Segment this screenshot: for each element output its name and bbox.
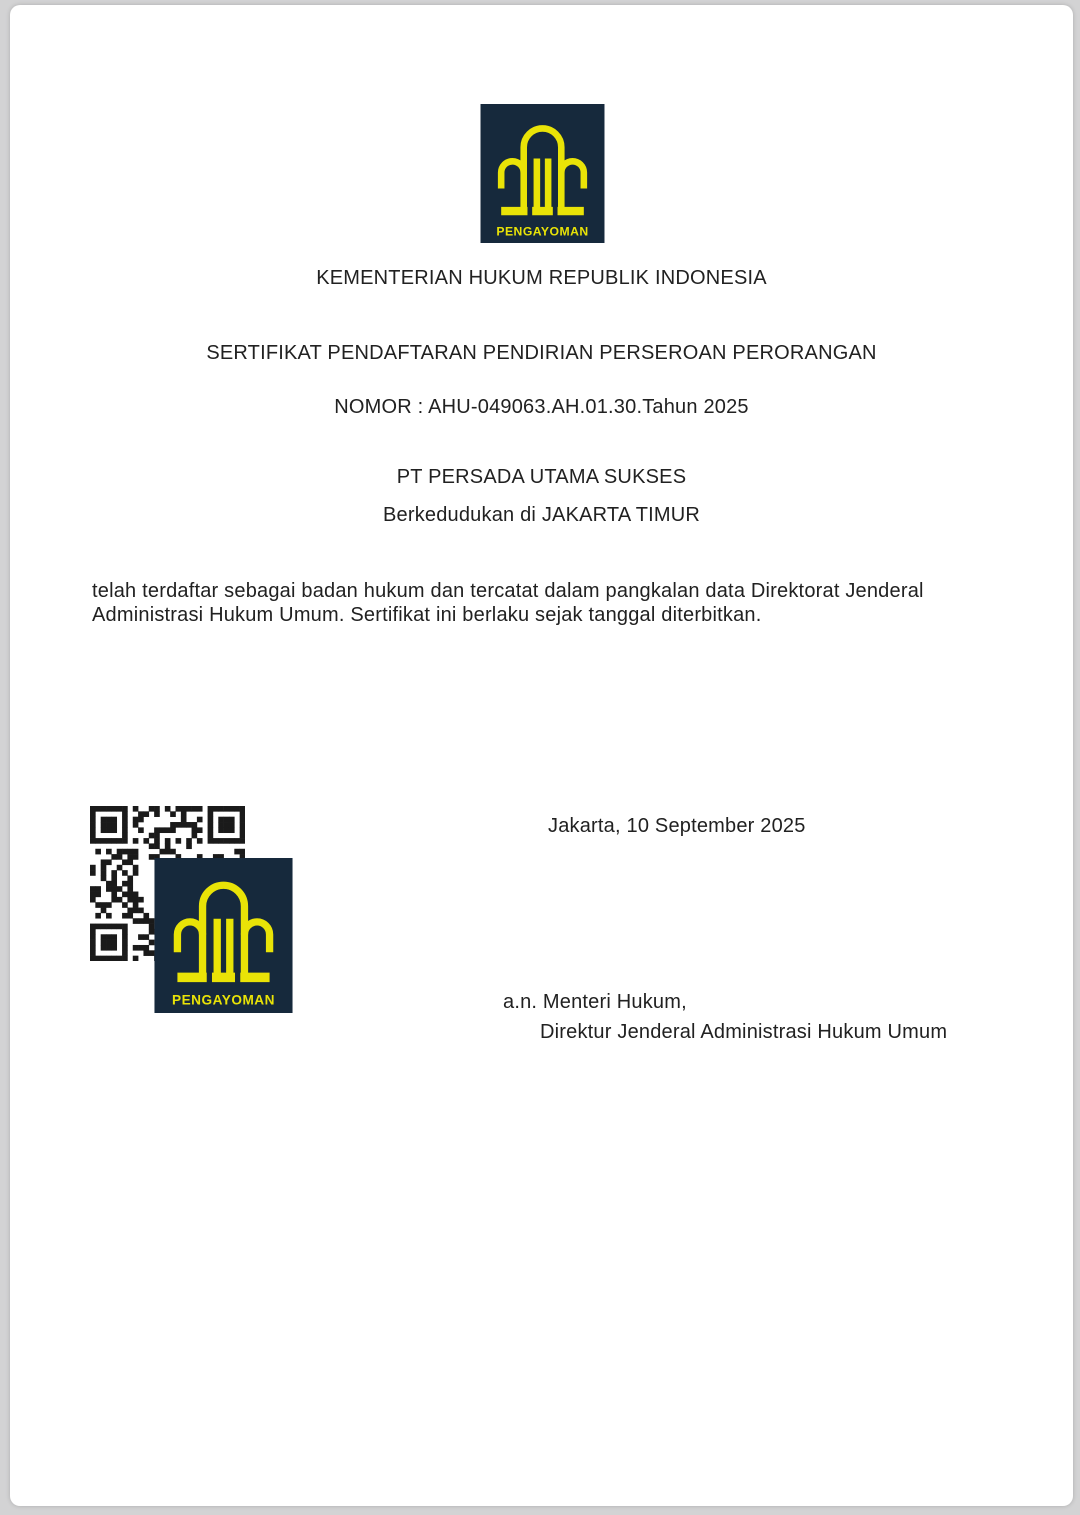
certificate-number: NOMOR : AHU-049063.AH.01.30.Tahun 2025: [334, 396, 749, 418]
company-name: PT PERSADA UTAMA SUKSES: [396, 466, 687, 488]
signatory-on-behalf: a.n. Menteri Hukum,: [503, 991, 687, 1013]
certificate-page: [10, 5, 1073, 1506]
certificate-title: SERTIFIKAT PENDAFTARAN PENDIRIAN PERSEROAN PERORANGAN: [206, 342, 877, 364]
qr-code: [90, 806, 245, 961]
ministry-name: KEMENTERIAN HUKUM REPUBLIK INDONESIA: [316, 267, 767, 289]
certificate-body-text: telah terdaftar sebagai badan hukum dan tercatat dalam pangkalan data Direktorat Jenderal Administrasi Hukum Umum. Sertifikat ini berlaku sejak tanggal diterbitkan.: [92, 580, 924, 626]
issue-place-date: Jakarta, 10 September 2025: [548, 815, 806, 837]
signatory-title: Direktur Jenderal Administrasi Hukum Umum: [540, 1021, 948, 1043]
pengayoman-ministry-logo: [477, 104, 608, 243]
qr-center-pengayoman-logo: [146, 858, 301, 1013]
company-domicile: Berkedudukan di JAKARTA TIMUR: [382, 504, 701, 526]
